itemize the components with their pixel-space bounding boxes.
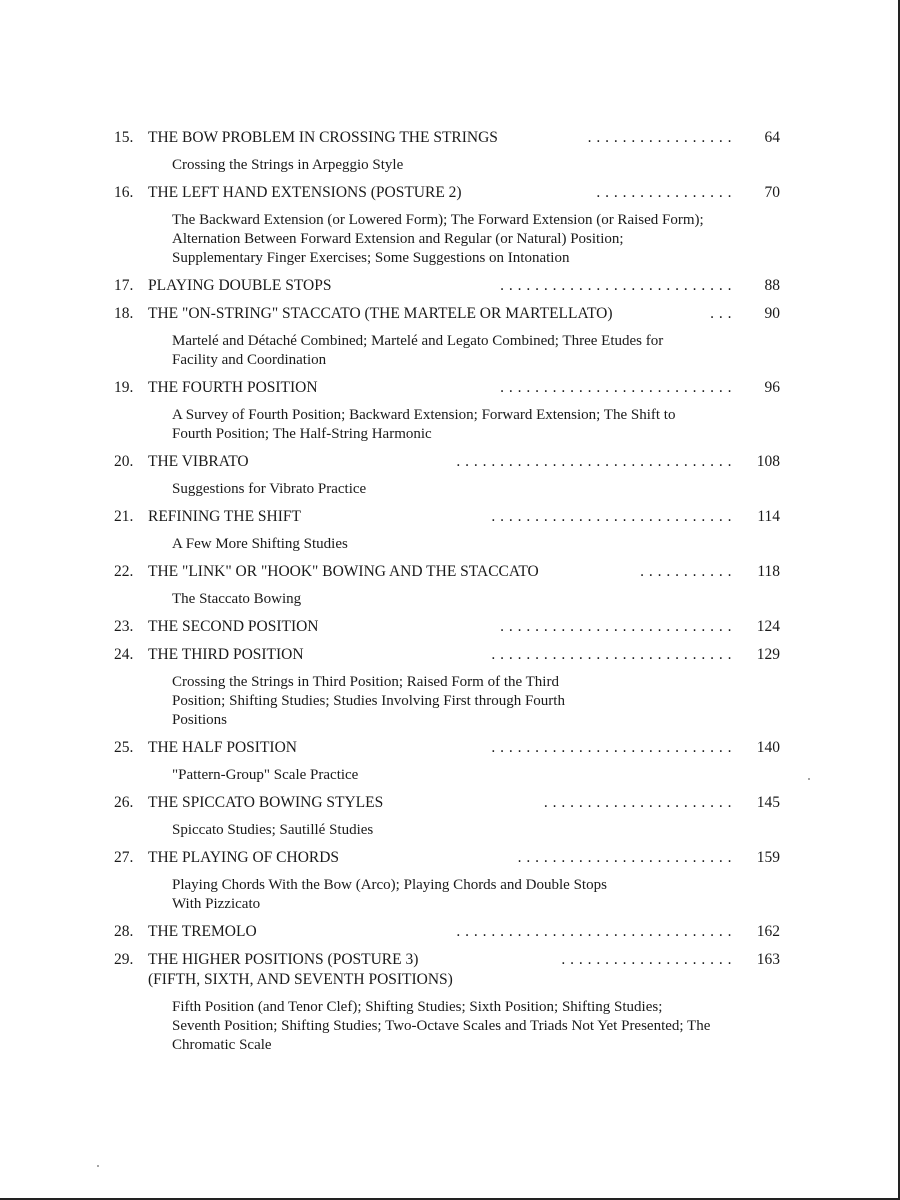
dot-leader: . . . . . . . . . . . . . . . . . . . . . . . . . . . . . . . . [456, 453, 732, 470]
toc-entry-19 [114, 377, 780, 451]
chapter-title: THE HALF POSITION [148, 739, 297, 756]
toc-entry-20 [114, 451, 780, 506]
page-number: 90 [764, 305, 780, 322]
dot-leader: . . . [710, 305, 732, 322]
chapter-title: THE SECOND POSITION [148, 618, 319, 635]
chapter-title: THE BOW PROBLEM IN CROSSING THE STRINGS [148, 129, 498, 146]
toc-heading-line[interactable] [114, 377, 780, 405]
speck [97, 1165, 99, 1167]
toc-heading-line[interactable] [114, 949, 780, 997]
page-number: 118 [757, 563, 780, 580]
toc-entry-27 [114, 847, 780, 921]
toc-heading-line[interactable] [114, 127, 780, 155]
chapter-number: 28. [114, 923, 134, 940]
toc-entry-29 [114, 949, 780, 1062]
toc-entry-23 [114, 616, 780, 644]
chapter-number: 27. [114, 849, 134, 866]
chapter-subtopics: A Survey of Fourth Position; Backward Extension; Forward Extension; The Shift to Fourth Position; The Half-String Harmonic [172, 407, 676, 442]
toc-heading-line[interactable] [114, 644, 780, 672]
chapter-title-continued: (FIFTH, SIXTH, AND SEVENTH POSITIONS) [148, 971, 453, 988]
dot-leader: . . . . . . . . . . . . . . . . . . . . . . . . . [517, 849, 732, 866]
chapter-subtopics: Fifth Position (and Tenor Clef); Shifting Studies; Sixth Position; Shifting Studies; Seventh Position; Shifting Studies; Two-Octave Scales and Triads Not Yet Presented; The Chromatic Scale [172, 999, 711, 1053]
page-number: 114 [757, 508, 780, 525]
toc-entry-17 [114, 275, 780, 303]
chapter-subtopics: Suggestions for Vibrato Practice [172, 481, 367, 497]
chapter-number: 20. [114, 453, 134, 470]
dot-leader: . . . . . . . . . . . . . . . . . . . . . . . . . . . . [491, 739, 732, 756]
page-number: 96 [764, 379, 780, 396]
dot-leader: . . . . . . . . . . . . . . . . . . . . [561, 951, 732, 968]
chapter-title: THE PLAYING OF CHORDS [148, 849, 340, 866]
toc-entry-28 [114, 921, 780, 949]
speck [808, 778, 810, 780]
dot-leader: . . . . . . . . . . . . . . . . . . . . . . . . . . . [500, 277, 732, 294]
toc-heading-line[interactable] [114, 792, 780, 820]
toc-entry-25 [114, 737, 780, 792]
chapter-title: REFINING THE SHIFT [148, 508, 301, 525]
page-number: 64 [764, 129, 780, 146]
chapter-number: 26. [114, 794, 134, 811]
chapter-subtopics: The Backward Extension (or Lowered Form); The Forward Extension (or Raised Form); Alternation Between Forward Extension and Regular (or Natural) Position; Supplementary Finger Exercises; Some Suggestions on Intonation [172, 212, 704, 266]
table-of-contents [114, 127, 780, 1062]
dot-leader: . . . . . . . . . . . . . . . . . . . . . . [543, 794, 732, 811]
toc-heading-line[interactable] [114, 182, 780, 210]
chapter-title: THE LEFT HAND EXTENSIONS (POSTURE 2) [148, 184, 462, 201]
chapter-number: 29. [114, 951, 134, 968]
dot-leader: . . . . . . . . . . . . . . . . [596, 184, 732, 201]
page-number: 163 [756, 951, 780, 968]
chapter-title: THE "LINK" OR "HOOK" BOWING AND THE STACCATO [148, 563, 539, 580]
toc-entry-18 [114, 303, 780, 377]
chapter-number: 15. [114, 129, 134, 146]
chapter-subtopics: Spiccato Studies; Sautillé Studies [172, 822, 374, 838]
chapter-number: 18. [114, 305, 134, 322]
page-number: 108 [756, 453, 780, 470]
page-number: 88 [764, 277, 780, 294]
toc-entry-24 [114, 644, 780, 737]
dot-leader: . . . . . . . . . . . . . . . . . [587, 129, 732, 146]
chapter-number: 17. [114, 277, 134, 294]
chapter-subtopics: Crossing the Strings in Arpeggio Style [172, 157, 404, 173]
toc-heading-line[interactable] [114, 303, 780, 331]
page-number: 162 [756, 923, 780, 940]
chapter-number: 19. [114, 379, 134, 396]
chapter-subtopics: A Few More Shifting Studies [172, 536, 348, 552]
chapter-title: THE "ON-STRING" STACCATO (THE MARTELE OR MARTELLATO) [148, 305, 613, 322]
page-number: 159 [756, 849, 780, 866]
chapter-subtopics: The Staccato Bowing [172, 591, 302, 607]
chapter-number: 23. [114, 618, 134, 635]
toc-heading-line[interactable] [114, 921, 780, 949]
toc-heading-line[interactable] [114, 847, 780, 875]
toc-heading-line[interactable] [114, 451, 780, 479]
toc-entry-26 [114, 792, 780, 847]
chapter-title: THE HIGHER POSITIONS (POSTURE 3) [148, 951, 419, 968]
toc-heading-line[interactable] [114, 275, 780, 303]
chapter-title: PLAYING DOUBLE STOPS [148, 277, 332, 294]
dot-leader: . . . . . . . . . . . . . . . . . . . . . . . . . . . . [491, 508, 732, 525]
chapter-number: 16. [114, 184, 134, 201]
dot-leader: . . . . . . . . . . . . . . . . . . . . . . . . . . . [500, 379, 732, 396]
chapter-number: 25. [114, 739, 134, 756]
toc-heading-line[interactable] [114, 616, 780, 644]
page-number: 70 [764, 184, 780, 201]
dot-leader: . . . . . . . . . . . . . . . . . . . . . . . . . . . . . . . . [456, 923, 732, 940]
page-number: 145 [756, 794, 780, 811]
toc-entry-16 [114, 182, 780, 275]
chapter-number: 22. [114, 563, 134, 580]
chapter-subtopics: Crossing the Strings in Third Position; Raised Form of the Third Position; Shifting Studies; Studies Involving First through Fourth Positions [172, 674, 565, 728]
chapter-title: THE FOURTH POSITION [148, 379, 318, 396]
toc-heading-line[interactable] [114, 737, 780, 765]
toc-entry-22 [114, 561, 780, 616]
chapter-title: THE THIRD POSITION [148, 646, 304, 663]
page-number: 124 [756, 618, 780, 635]
dot-leader: . . . . . . . . . . . . . . . . . . . . . . . . . . . . [491, 646, 732, 663]
chapter-subtopics: Martelé and Détaché Combined; Martelé and Legato Combined; Three Etudes for Facility and Coordination [172, 333, 664, 368]
chapter-subtopics: Playing Chords With the Bow (Arco); Playing Chords and Double Stops With Pizzicato [172, 877, 607, 912]
page-number: 129 [756, 646, 780, 663]
toc-heading-line[interactable] [114, 561, 780, 589]
dot-leader: . . . . . . . . . . . . . . . . . . . . . . . . . . . [500, 618, 732, 635]
toc-entry-15 [114, 127, 780, 182]
dot-leader: . . . . . . . . . . . [640, 563, 732, 580]
chapter-title: THE SPICCATO BOWING STYLES [148, 794, 384, 811]
chapter-number: 24. [114, 646, 134, 663]
chapter-title: THE VIBRATO [148, 453, 249, 470]
chapter-subtopics: "Pattern-Group" Scale Practice [172, 767, 359, 783]
toc-entry-21 [114, 506, 780, 561]
page-number: 140 [756, 739, 780, 756]
toc-heading-line[interactable] [114, 506, 780, 534]
chapter-title: THE TREMOLO [148, 923, 257, 940]
chapter-number: 21. [114, 508, 134, 525]
